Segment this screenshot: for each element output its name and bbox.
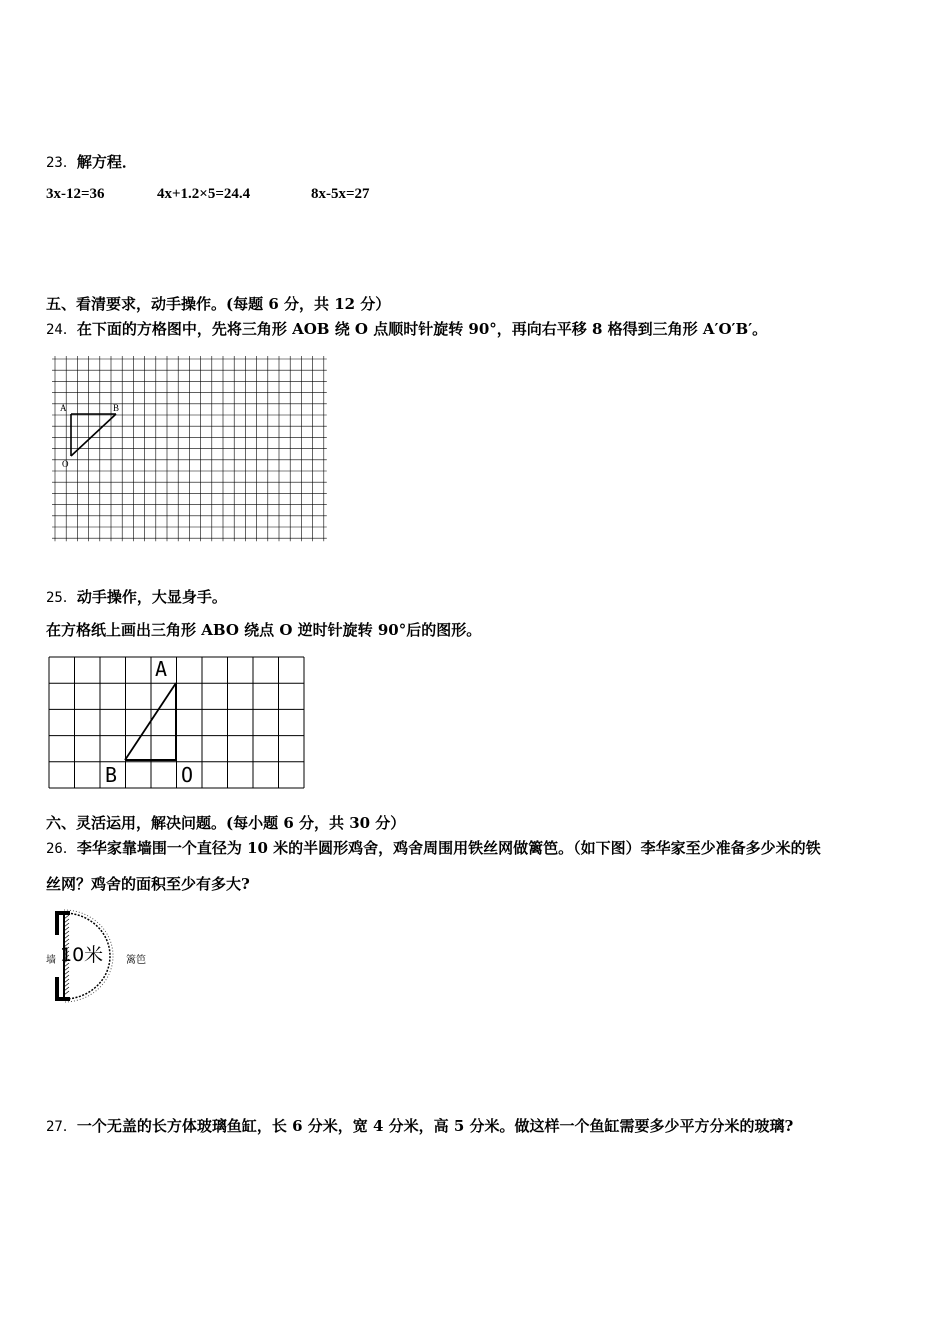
q27-text: 一个无盖的长方体玻璃鱼缸，长 6 分米，宽 4 分米，高 5 分米。做这样一个鱼缸需要多少平方分米的玻璃? bbox=[76, 1117, 794, 1135]
q24-label-b: B bbox=[113, 403, 120, 413]
q24-triangle-side-ob bbox=[71, 414, 116, 456]
q25-text: 在方格纸上画出三角形 ABO 绕点 O 逆时针旋转 90°后的图形。 bbox=[46, 621, 482, 639]
q23-equation-1: 3x-12=36 bbox=[46, 186, 105, 202]
q25-label-b: B bbox=[105, 763, 118, 787]
q27-number: 27． bbox=[46, 1119, 77, 1135]
q26-number: 26． bbox=[46, 841, 77, 857]
q25-number: 25． bbox=[46, 590, 77, 606]
q26-text-line1: 李华家靠墙围一个直径为 10 米的半圆形鸡舍，鸡舍周围用铁丝网做篱笆。（如下图）李华家至少准备多少米的铁 bbox=[76, 839, 821, 857]
q26-label-fence: 篱笆 bbox=[126, 955, 146, 966]
q23-title: 解方程． bbox=[76, 153, 137, 171]
section6-heading: 六、灵活运用，解决问题。(每小题 6 分，共 30 分） bbox=[46, 814, 406, 832]
q25-label-a: A bbox=[155, 657, 168, 681]
q26-label-diameter: 10米 bbox=[60, 944, 104, 966]
q23-line bbox=[46, 152, 137, 173]
q23-number: 23． bbox=[46, 155, 77, 171]
q27-line bbox=[46, 1116, 793, 1137]
q24-text: 在下面的方格图中，先将三角形 AOB 绕 O 点顺时针旋转 90°，再向右平移 8 格得到三角形 A′O′B′。 bbox=[76, 320, 768, 338]
q23-equation-2: 4x+1.2×5=24.4 bbox=[157, 186, 251, 202]
q24-grid-lines bbox=[52, 356, 327, 541]
q25-line bbox=[46, 587, 227, 608]
q24-label-a: A bbox=[60, 403, 67, 413]
section5-heading: 五、看清要求，动手操作。(每题 6 分，共 12 分） bbox=[46, 295, 391, 313]
q24-label-o: O bbox=[62, 459, 69, 469]
q25-label-o: O bbox=[181, 763, 194, 787]
q23-equation-3: 8x-5x=27 bbox=[311, 186, 370, 202]
q25-grid-figure bbox=[48, 656, 306, 790]
q26-line1 bbox=[46, 838, 821, 859]
q26-semicircle-figure bbox=[44, 905, 156, 1009]
q26-text-line2: 丝网？鸡舍的面积至少有多大? bbox=[46, 875, 250, 893]
q25-title: 动手操作，大显身手。 bbox=[76, 588, 227, 606]
q26-label-wall: 墙 bbox=[46, 955, 56, 966]
q24-number: 24． bbox=[46, 322, 77, 338]
q24-grid-figure bbox=[52, 356, 324, 544]
q24-line bbox=[46, 319, 767, 340]
